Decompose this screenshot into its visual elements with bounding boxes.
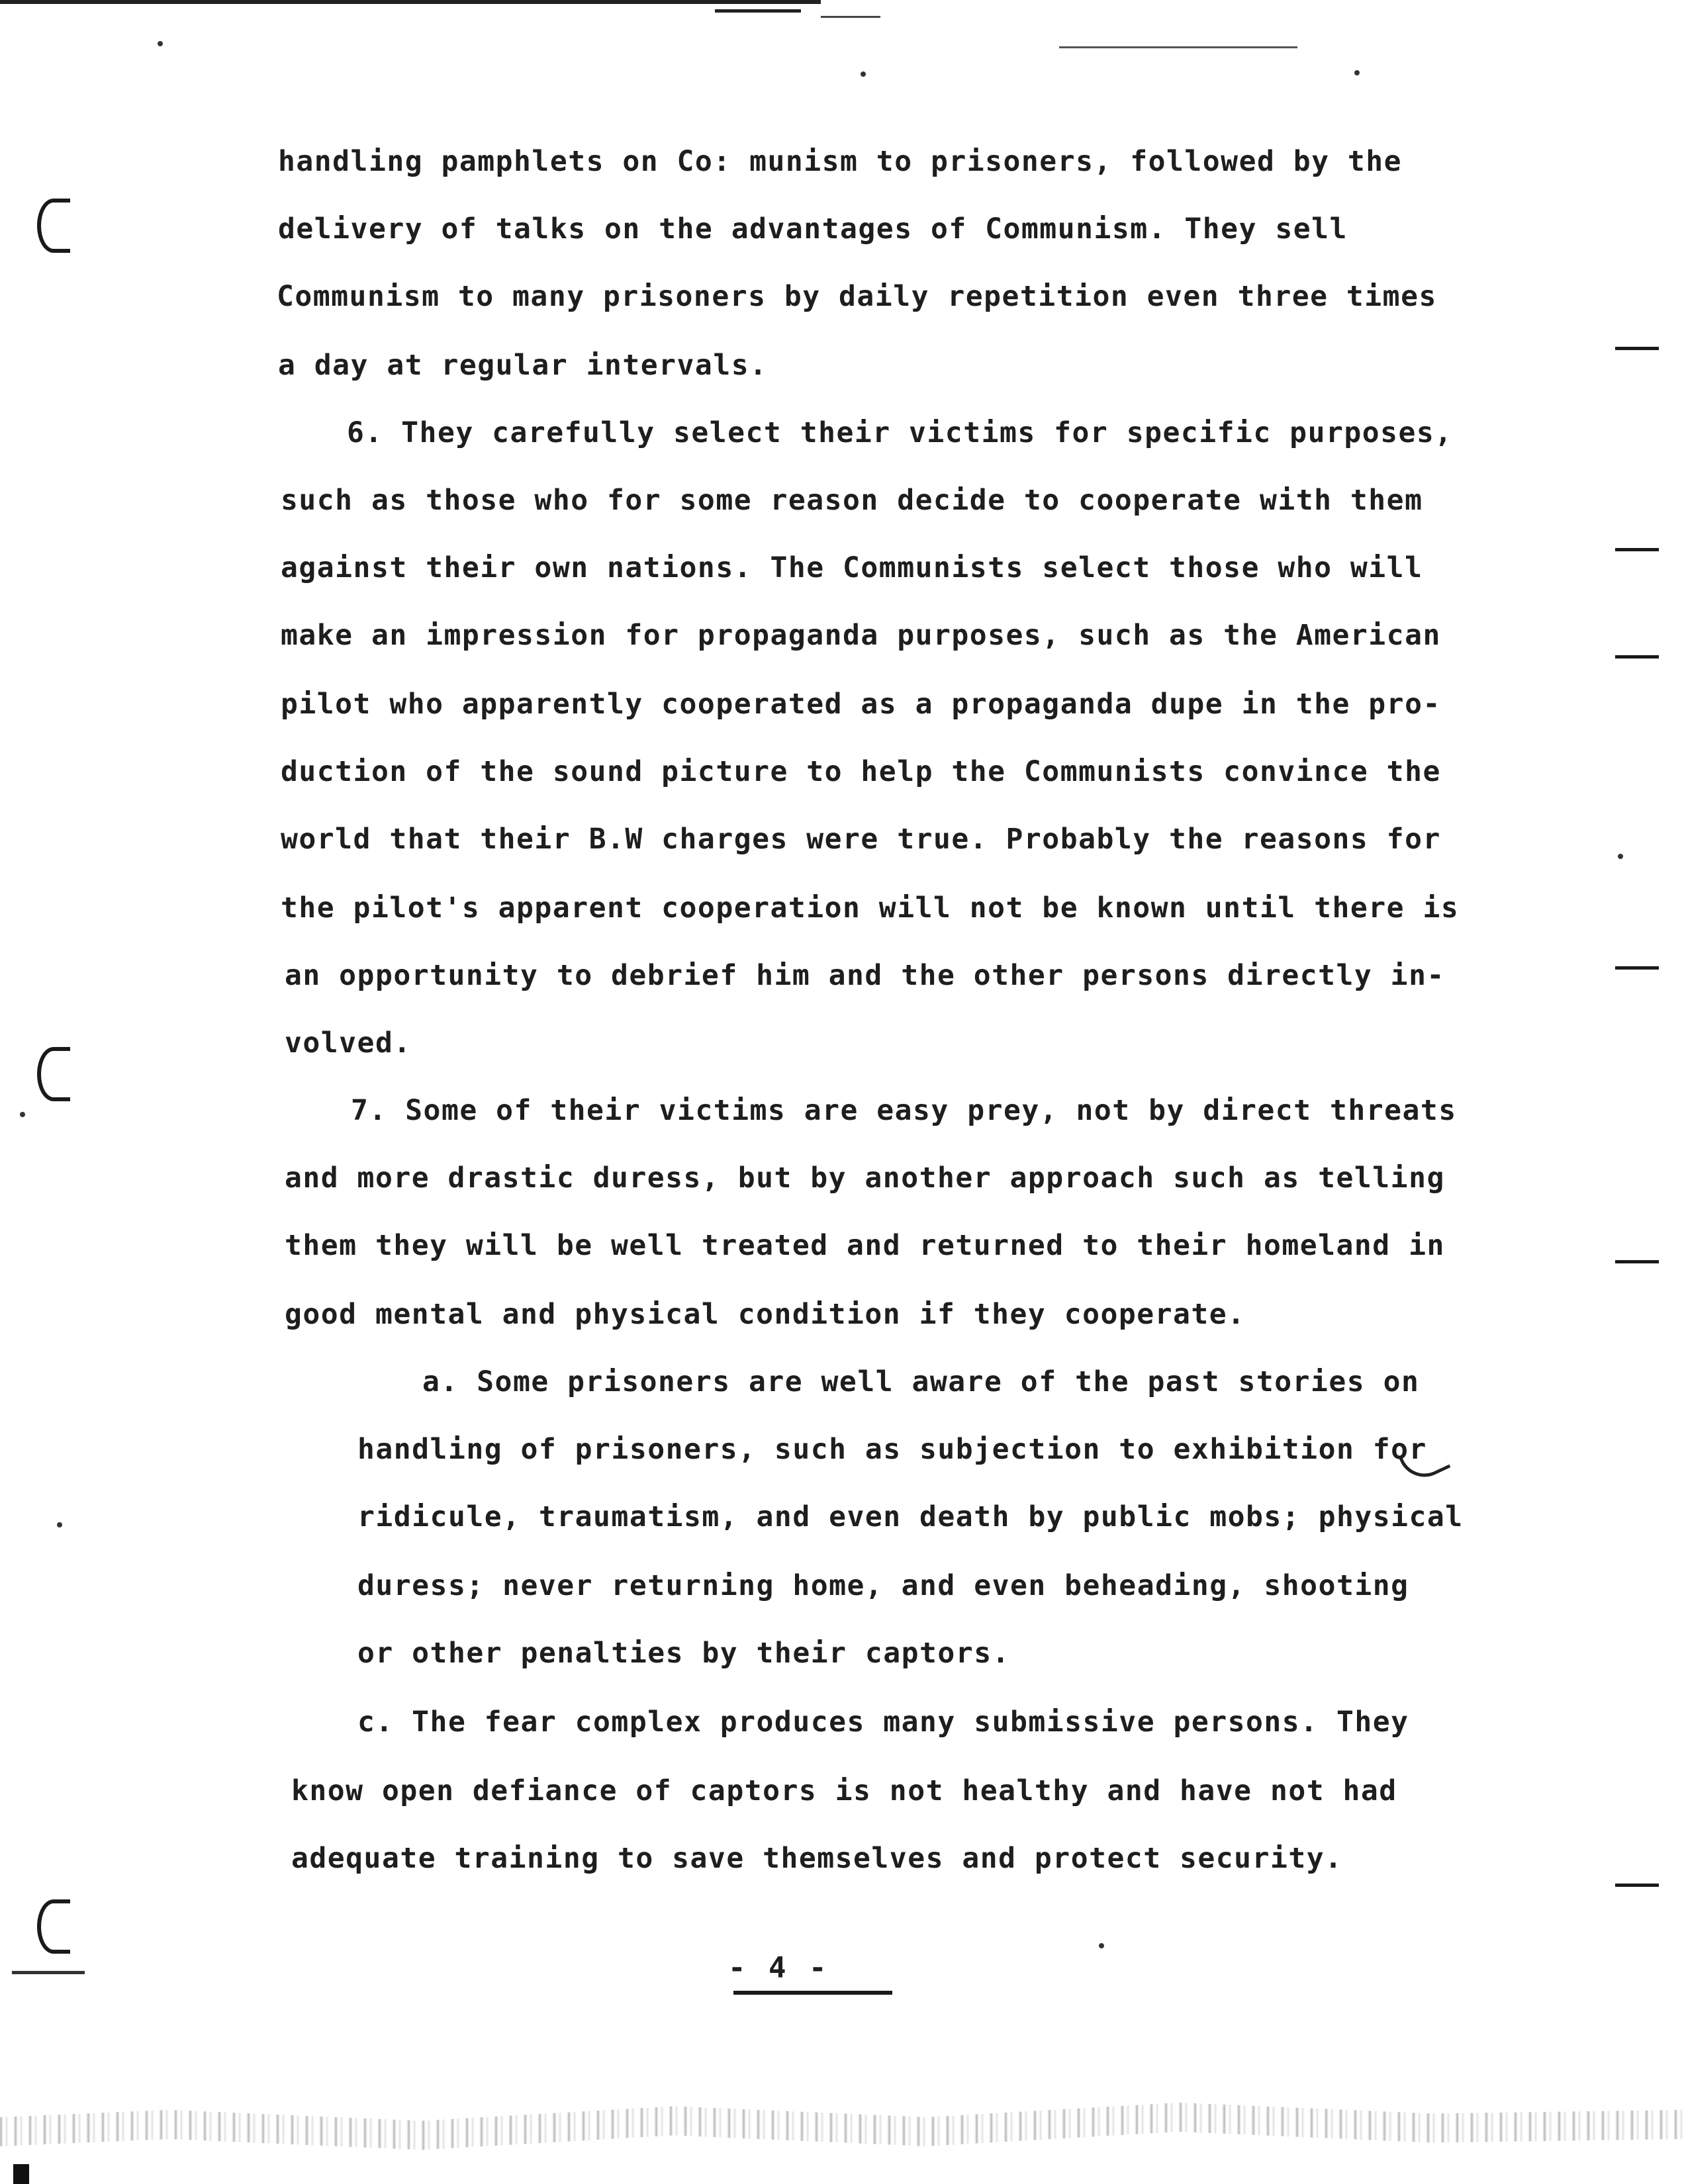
text-line: against their own nations. The Communists select those who will <box>281 551 1423 584</box>
margin-mark <box>1615 548 1659 551</box>
speckle <box>57 1522 62 1527</box>
text-line: them they will be well treated and returned to their homeland in <box>285 1229 1445 1262</box>
speckle <box>861 71 866 77</box>
text-line: duction of the sound picture to help the Communists convince the <box>281 755 1441 788</box>
speckle <box>1618 854 1623 859</box>
margin-mark <box>1615 966 1659 970</box>
text-line: adequate training to save themselves and protect security. <box>291 1842 1343 1875</box>
text-line: handling of prisoners, such as subjection to exhibition for <box>357 1433 1427 1466</box>
margin-mark <box>1615 1260 1659 1263</box>
text-line: volved. <box>285 1026 412 1060</box>
text-line: delivery of talks on the advantages of Communism. They sell <box>278 212 1348 246</box>
page-number-underline <box>733 1991 892 1995</box>
text-line: Communism to many prisoners by daily repetition even three times <box>277 280 1437 313</box>
text-line: ridicule, traumatism, and even death by public mobs; physical <box>357 1500 1464 1533</box>
margin-mark <box>1615 1884 1659 1887</box>
text-line: good mental and physical condition if they cooperate. <box>285 1298 1246 1331</box>
text-line: duress; never returning home, and even beheading, shooting <box>357 1569 1409 1602</box>
text-line: and more drastic duress, but by another approach such as telling <box>285 1161 1445 1195</box>
text-line: 7. Some of their victims are easy prey, not by direct threats <box>351 1094 1457 1127</box>
scan-mark <box>1059 46 1297 48</box>
speckle <box>20 1112 25 1117</box>
scan-mark <box>821 16 880 18</box>
text-line: make an impression for propaganda purposes, such as the American <box>281 619 1441 652</box>
scan-top-edge <box>0 0 821 4</box>
text-line: pilot who apparently cooperated as a propaganda dupe in the pro- <box>281 688 1441 721</box>
binding-hole <box>37 1899 70 1954</box>
text-line: the pilot's apparent cooperation will not be known until there is <box>281 891 1460 925</box>
binding-hole <box>37 199 70 253</box>
speckle <box>1354 70 1360 75</box>
text-line: c. The fear complex produces many submissive persons. They <box>357 1706 1409 1739</box>
speckle <box>158 41 163 46</box>
scan-mark <box>715 9 801 13</box>
margin-mark <box>1615 347 1659 350</box>
margin-mark <box>12 1971 85 1974</box>
margin-mark <box>1615 655 1659 659</box>
text-line: a. Some prisoners are well aware of the past stories on <box>422 1365 1420 1398</box>
speckle <box>1099 1943 1104 1948</box>
text-line: a day at regular intervals. <box>278 349 768 382</box>
text-line: 6. They carefully select their victims for specific purposes, <box>347 416 1453 449</box>
text-line: world that their B.W charges were true. Probably the reasons for <box>281 823 1441 856</box>
scan-artifact <box>0 2088 1684 2161</box>
text-line: or other penalties by their captors. <box>357 1637 1010 1670</box>
page-number: - 4 - <box>728 1951 829 1985</box>
text-line: an opportunity to debrief him and the other persons directly in- <box>285 959 1445 992</box>
scan-artifact <box>13 2164 29 2184</box>
text-line: handling pamphlets on Co: munism to prisoners, followed by the <box>278 145 1403 178</box>
binding-hole <box>37 1047 70 1101</box>
text-line: such as those who for some reason decide to cooperate with them <box>281 484 1423 517</box>
text-line: know open defiance of captors is not healthy and have not had <box>291 1774 1397 1807</box>
